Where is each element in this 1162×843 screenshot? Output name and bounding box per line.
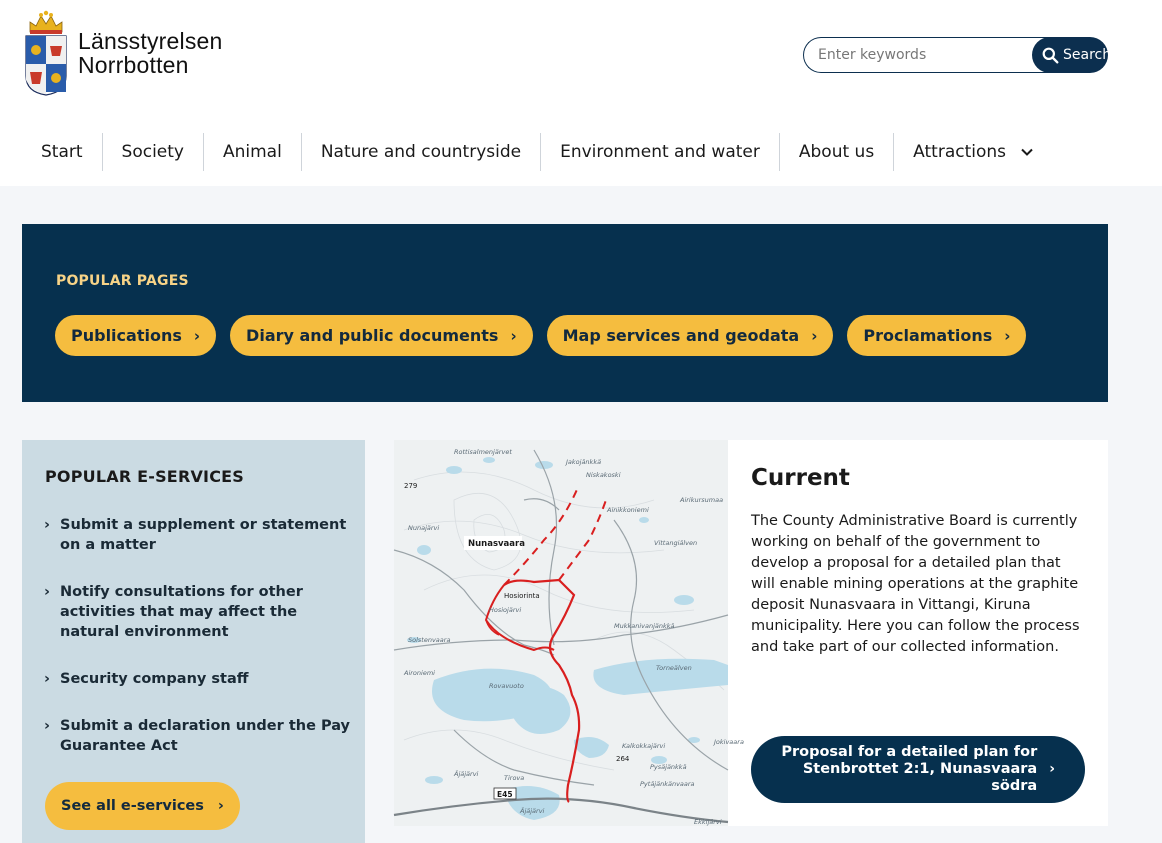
eservice-link-notify-consultations[interactable] <box>44 582 356 642</box>
map-label: Äjäjärvi <box>520 807 545 815</box>
chevron-right-icon: › <box>44 584 50 600</box>
current-title: Current <box>751 465 850 491</box>
see-all-label: See all e-services <box>61 798 204 814</box>
map-label: Vittangiälven <box>654 539 698 547</box>
logo-line-2: Norrbotten <box>78 52 189 78</box>
nav-item-environment-and-water[interactable] <box>541 133 780 171</box>
detailed-plan-proposal-button[interactable] <box>751 736 1085 803</box>
popular-pages-title: POPULAR PAGES <box>56 273 189 289</box>
eservice-link-label: Submit a supplement or statement on a matter <box>60 517 347 553</box>
map-label: Ekkijärvi <box>694 818 722 826</box>
search-input[interactable] <box>803 37 1053 73</box>
chevron-down-icon[interactable] <box>1020 145 1034 159</box>
map-label: Pytäjänkänvaara <box>640 780 695 788</box>
nav-item-about-us[interactable] <box>780 133 894 171</box>
map-label: Rottisalmenjärvet <box>454 448 512 456</box>
nav-item-label: Start <box>41 142 83 162</box>
popular-link-map-services[interactable] <box>547 315 834 356</box>
search-icon <box>1042 47 1059 64</box>
chevron-right-icon: › <box>1049 761 1055 777</box>
map-label: Niskakoski <box>586 471 621 479</box>
chevron-right-icon: › <box>1004 326 1011 345</box>
eservices-list <box>44 515 356 783</box>
map-label: Jokivaara <box>714 738 744 746</box>
map-label: Äjäjärvi <box>454 770 479 778</box>
map-label: Ainikkoniemi <box>607 506 649 514</box>
site-header <box>0 0 1162 186</box>
popular-link-diary[interactable] <box>230 315 533 356</box>
search-button-label: Search <box>1063 47 1112 63</box>
chevron-right-icon: › <box>44 718 50 734</box>
map-label: Hosiorinta <box>504 592 540 600</box>
eservice-link-supplement[interactable] <box>44 515 356 555</box>
logo-text <box>78 29 223 77</box>
eservices-title: POPULAR E-SERVICES <box>45 467 244 486</box>
chevron-right-icon: › <box>510 326 517 345</box>
current-card-body <box>751 440 1091 826</box>
current-description: The County Administrative Board is currently working on behalf of the government to develop a proposal for a detailed plan that will enable mining operations at the graphite deposit Nunasvaara in Vittangi, Kiruna municipality. Here you can follow the process and take part of our collected information. <box>751 513 1080 655</box>
current-card <box>394 440 1108 826</box>
eservice-link-label: Submit a declaration under the Pay Guarantee Act <box>60 718 350 754</box>
popular-link-proclamations[interactable] <box>847 315 1026 356</box>
nav-item-start[interactable] <box>22 133 103 171</box>
see-all-eservices-button[interactable] <box>45 782 240 830</box>
nav-item-label: About us <box>798 142 875 162</box>
map-label: Solstenvaara <box>408 636 451 644</box>
popular-link-label: Map services and geodata <box>562 326 800 345</box>
detailed-plan-proposal-label: Proposal for a detailed plan for Stenbrottet 2:1, Nunasvaara södra <box>781 744 1038 794</box>
chevron-right-icon: › <box>44 517 50 533</box>
popular-pages-links <box>55 315 1040 356</box>
map-label: Jakojänkkä <box>566 458 602 466</box>
nav-item-society[interactable] <box>103 133 204 171</box>
popular-pages-panel <box>22 224 1108 402</box>
popular-link-publications[interactable] <box>55 315 216 356</box>
map-label: 264 <box>616 755 630 763</box>
coat-of-arms-icon <box>22 10 70 96</box>
map-label: Hosiojärvi <box>489 606 522 614</box>
chevron-right-icon: › <box>217 798 224 814</box>
popular-link-label: Proclamations <box>863 326 993 345</box>
map-label-e45: E45 <box>497 790 513 799</box>
map-label: Airikursumaa <box>680 496 724 504</box>
map-label: Pysäjänkkä <box>650 763 687 771</box>
popular-eservices-panel <box>22 440 365 843</box>
map-label: Aironiemi <box>404 669 435 677</box>
map-label: 279 <box>404 482 418 490</box>
nav-item-label: Nature and countryside <box>320 142 522 162</box>
map-label: Tirova <box>504 774 525 782</box>
map-label: Torneälven <box>656 664 692 672</box>
popular-link-label: Publications <box>71 326 182 345</box>
map-label: Mukkanivanjänkkä <box>614 622 675 630</box>
map-label: Kalkokkajärvi <box>622 742 666 750</box>
eservice-link-pay-guarantee[interactable] <box>44 716 356 756</box>
nav-item-animal[interactable] <box>204 133 302 171</box>
eservice-link-label: Notify consultations for other activities that may affect the natural environment <box>60 584 303 640</box>
popular-link-label: Diary and public documents <box>246 326 499 345</box>
chevron-right-icon: › <box>44 671 50 687</box>
nav-item-attractions[interactable] <box>894 133 1053 171</box>
chevron-right-icon: › <box>193 326 201 345</box>
search-form <box>803 37 1112 73</box>
area-map-image <box>394 440 744 826</box>
map-label-nunasvaara: Nunasvaara <box>468 539 525 549</box>
nav-item-label: Attractions <box>913 142 1007 162</box>
logo-line-1: Länsstyrelsen <box>78 28 223 54</box>
chevron-right-icon: › <box>811 326 818 345</box>
map-label: Rovavuoto <box>489 682 524 690</box>
eservice-link-label: Security company staff <box>60 671 249 687</box>
nav-item-label: Environment and water <box>560 142 760 162</box>
nav-item-label: Society <box>121 142 184 162</box>
nav-item-label: Animal <box>222 142 282 162</box>
map-label: Nunajärvi <box>408 524 440 532</box>
eservice-link-security-staff[interactable] <box>44 669 356 689</box>
nav-item-nature-and-countryside[interactable] <box>302 133 541 171</box>
site-logo[interactable] <box>22 8 232 98</box>
main-nav <box>22 130 1053 174</box>
search-button[interactable] <box>1032 37 1112 73</box>
